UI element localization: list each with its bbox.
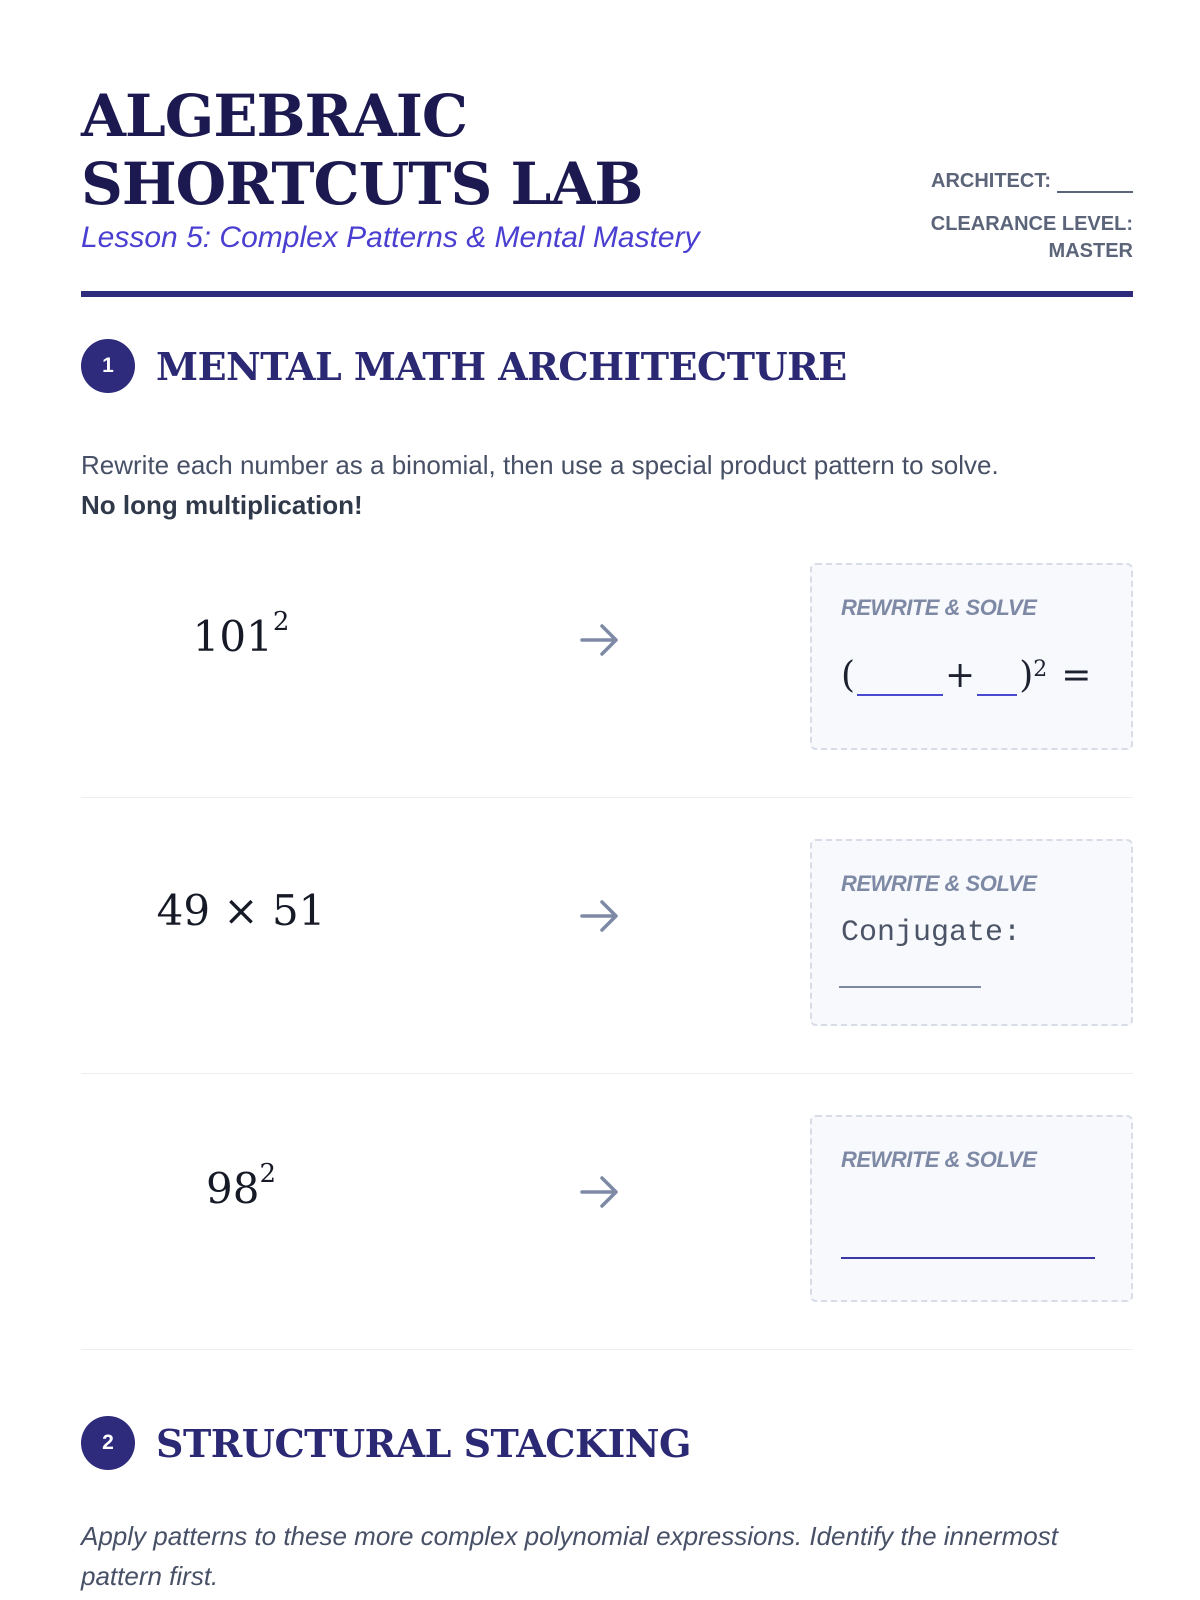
conjugate-hint: Conjugate: [841,916,1022,950]
clearance-label: CLEARANCE LEVEL: [930,213,1133,235]
expression-base: 98 [206,1164,260,1213]
expression-exponent: 2 [259,1159,276,1189]
instruction-text: Rewrite each number as a binomial, then use a special product pattern to solve. [81,450,999,480]
solve-label: REWRITE & SOLVE [841,871,1037,896]
section-2-instructions: Apply patterns to these more complex polynomial expressions. Identify the innermost pattern first. [81,1521,1058,1591]
section-title: MENTAL MATH ARCHITECTURE [156,343,847,389]
architect-name-field[interactable] [1057,173,1133,193]
problem-expression [81,607,401,661]
rewrite-solve-box[interactable] [810,839,1133,1026]
problem-row [81,512,1133,798]
first-term-blank[interactable] [857,672,943,696]
rewrite-solve-box[interactable] [810,563,1133,750]
rewrite-solve-box[interactable] [810,1115,1133,1302]
expression-base: 101 [192,612,273,661]
worksheet-page [81,0,1133,1591]
second-term-blank[interactable] [977,672,1017,696]
problem-expression: 49 × 51 [156,886,326,935]
problem-row [81,788,1133,1074]
worksheet-header [81,0,1133,297]
arrow-right-icon [578,1170,622,1214]
section-1-heading [81,339,847,393]
problem-row [81,1064,1133,1350]
problem-expression [81,1159,401,1213]
section-number-badge: 2 [81,1416,135,1470]
clearance-value: MASTER [1048,240,1133,262]
arrow-right-icon [578,894,622,938]
solve-label: REWRITE & SOLVE [841,595,1037,620]
binomial-square-template: ( + ) $^2$ = [841,655,1092,696]
meta-block [931,170,1133,265]
architect-label: ARCHITECT: [931,170,1051,192]
conjugate-answer-line[interactable] [839,986,981,988]
section-title: STRUCTURAL STACKING [156,1420,691,1466]
page-title: ALGEBRAIC SHORTCUTS LAB [81,82,643,218]
expression-exponent: 2 [272,607,290,637]
lesson-subtitle: Lesson 5: Complex Patterns & Mental Mastery [81,221,700,254]
section-2-heading [81,1416,691,1470]
section-number-badge: 1 [81,339,135,393]
answer-line[interactable] [841,1257,1095,1259]
solve-label: REWRITE & SOLVE [841,1147,1037,1172]
instruction-emphasis: No long multiplication! [81,490,363,520]
arrow-right-icon [578,618,622,662]
